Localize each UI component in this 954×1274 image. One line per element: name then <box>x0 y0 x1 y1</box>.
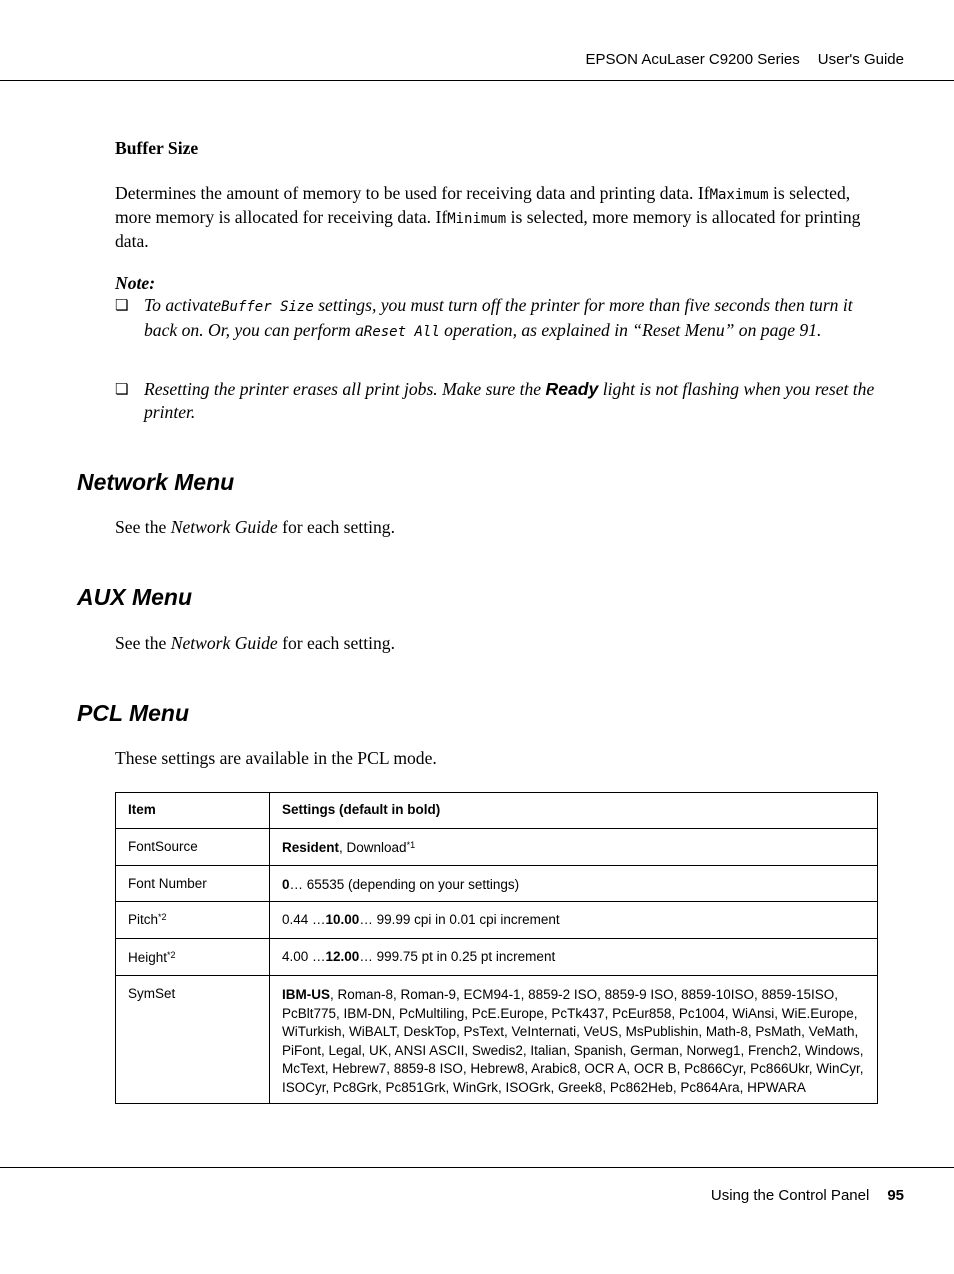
ready-light-label: Ready <box>545 379 599 399</box>
table-row <box>116 939 878 976</box>
table-header-item: Item <box>116 793 270 829</box>
table-cell-settings: 0… 65535 (depending on your settings) <box>270 866 878 902</box>
table-header-settings: Settings (default in bold) <box>270 793 878 829</box>
table-header-row <box>116 793 878 829</box>
header-rule <box>0 80 954 81</box>
table-cell-item: FontSource <box>116 829 270 866</box>
table-row <box>116 902 878 939</box>
aux-menu-heading: AUX Menu <box>77 584 192 610</box>
table-cell-settings: Resident, Download$^{*1}$ <box>270 829 878 866</box>
network-guide-ref: Network Guide <box>170 517 278 537</box>
header-product: EPSON AcuLaser C9200 Series <box>585 51 800 68</box>
network-guide-ref: Network Guide <box>170 633 278 653</box>
table-cell-settings: 0.44 …10.00… 99.99 cpi in 0.01 cpi increment <box>270 902 878 939</box>
pcl-settings-table <box>115 792 878 1104</box>
network-menu-heading: Network Menu <box>77 469 235 495</box>
pcl-menu-heading: PCL Menu <box>77 700 190 726</box>
code-reset-all: Reset All <box>363 323 440 340</box>
footer-rule <box>0 1167 954 1168</box>
network-menu-text: See the Network Guide for each setting. <box>115 517 395 537</box>
page-header <box>585 51 904 68</box>
note-item-2: ❏ Resetting the printer erases all print jobs. Make sure the Ready light is not flashing when you reset the printer. <box>115 379 875 422</box>
buffer-size-title: Buffer Size <box>115 138 199 158</box>
code-minimum: Minimum <box>447 211 507 227</box>
footer-section: Using the Control Panel <box>710 1187 870 1204</box>
table-row <box>116 976 878 1104</box>
table-cell-item: Pitch$^{*2}$ <box>116 902 270 939</box>
pcl-menu-intro: These settings are available in the PCL mode. <box>115 748 437 768</box>
table-cell-item: SymSet <box>116 976 270 1104</box>
note-label: Note: <box>115 273 156 293</box>
note-item-1: ❏ To activateBuffer Size settings, you must turn off the printer for more than five seconds then turn it back on. Or, you can perform aReset All operation, as explained in “Reset Menu” on page 91. <box>115 295 853 340</box>
table-cell-item: Font Number <box>116 866 270 902</box>
checkbox-bullet-icon: ❏ <box>115 296 129 314</box>
code-maximum: Maximum <box>709 187 769 203</box>
aux-menu-text: See the Network Guide for each setting. <box>115 633 395 653</box>
header-guide: User's Guide <box>817 51 904 68</box>
buffer-size-description: Determines the amount of memory to be used for receiving data and printing data. IfMaximum is selected, more memory is allocated for receiving data. IfMinimum is selected, more memory is allocated for printing data. <box>115 183 861 251</box>
code-buffer-size: Buffer Size <box>221 299 314 315</box>
table-row <box>116 866 878 902</box>
page-number: 95 <box>887 1187 904 1204</box>
page-footer <box>711 1187 904 1204</box>
table-cell-settings: 4.00 …12.00… 999.75 pt in 0.25 pt increment <box>270 939 878 976</box>
table-row <box>116 829 878 866</box>
checkbox-bullet-icon: ❏ <box>115 380 129 398</box>
table-cell-settings: IBM-US, Roman-8, Roman-9, ECM94-1, 8859-2 ISO, 8859-9 ISO, 8859-10ISO, 8859-15ISO, PcBlt775, IBM-DN, PcMultiling, PcE.Europe, PcTk437, PcEur858, Pc1004, WiAnsi, WiE.Europe, WiTurkish, WiBALT, DeskTop, PsText, VeInternati, VeUS, MsPublishin, Math-8, PsMath, VeMath, PiFont, Legal, UK, ANSI ASCII, Swedis2, Italian, Spanish, German, Norweg1, French2, Windows, McText, Hebrew7, 8859-8 ISO, Hebrew8, Arabic8, OCR A, OCR B, Pc866Cyr, Pc866Ukr, WinCyr, ISOCyr, Pc8Grk, Pc851Grk, WinGrk, ISOGrk, Greek8, Pc862Heb, Pc864Ara, HPWARA <box>270 976 878 1104</box>
table-cell-item: Height$^{*2}$ <box>116 939 270 976</box>
